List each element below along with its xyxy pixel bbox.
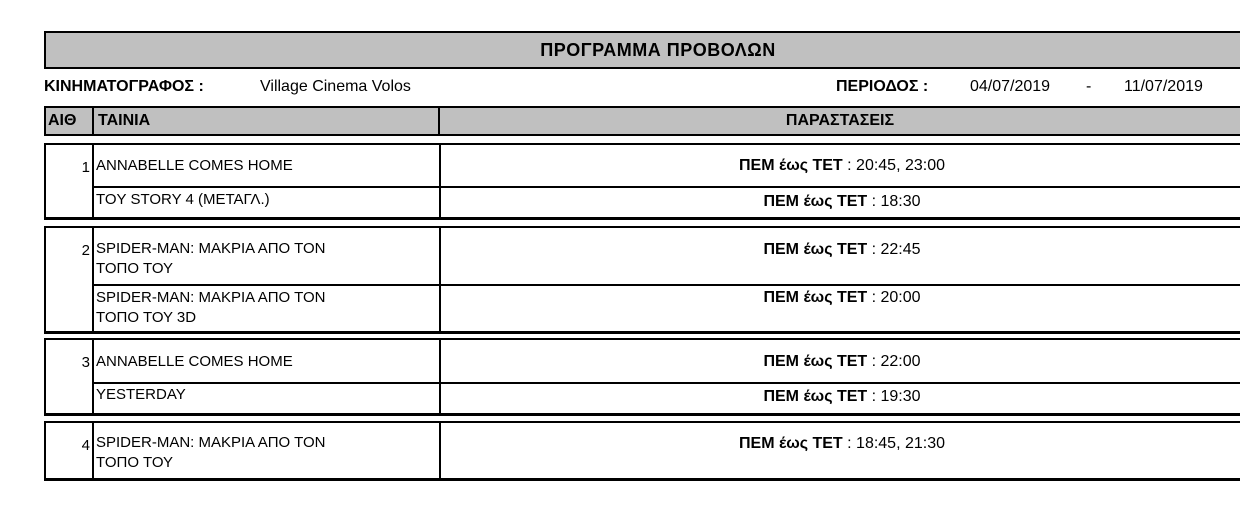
movie-title: SPIDER-MAN: ΜΑΚΡΙΑ ΑΠΟ ΤΟΝ ΤΟΠΟ ΤΟΥ (96, 240, 326, 277)
showtimes (442, 157, 1240, 175)
header-divider (92, 108, 94, 134)
movie-title: YESTERDAY (96, 386, 186, 403)
column-divider (439, 340, 441, 413)
column-divider (92, 340, 94, 413)
info-row (44, 78, 1240, 100)
show-times: : 18:30 (867, 193, 921, 210)
period-separator: - (1086, 78, 1092, 95)
hall-group-3 (44, 338, 1240, 416)
column-divider (92, 228, 94, 331)
hall-group-4 (44, 421, 1240, 481)
showtimes (442, 388, 1240, 406)
show-days: ΠΕΜ έως ΤΕΤ (763, 241, 868, 258)
showtimes (442, 193, 1240, 211)
row-divider (92, 382, 1240, 384)
show-days: ΠΕΜ έως ΤΕΤ (763, 193, 868, 210)
showtimes (442, 353, 1240, 371)
show-days: ΠΕΜ έως ΤΕΤ (763, 289, 868, 306)
hall-number: 1 (81, 159, 90, 176)
row-divider (92, 284, 1240, 286)
header-movie: ΤΑΙΝΙΑ (98, 112, 151, 129)
movie-title: TOY STORY 4 (ΜΕΤΑΓΛ.) (96, 191, 270, 208)
column-divider (439, 145, 441, 217)
showtimes (442, 435, 1240, 453)
period-from: 04/07/2019 (970, 78, 1051, 95)
movie-title: SPIDER-MAN: ΜΑΚΡΙΑ ΑΠΟ ΤΟΝ ΤΟΠΟ ΤΟΥ 3D (96, 289, 326, 326)
column-divider (92, 423, 94, 478)
column-divider (439, 423, 441, 478)
header-hall: ΑΙΘ (48, 112, 77, 129)
show-days: ΠΕΜ έως ΤΕΤ (763, 353, 868, 370)
column-divider (92, 145, 94, 217)
page-title: ΠΡΟΓΡΑΜΜΑ ΠΡΟΒΟΛΩΝ (540, 39, 776, 60)
showtimes (442, 289, 1240, 307)
column-divider (439, 228, 441, 331)
movie-title: ANNABELLE COMES HOME (96, 353, 293, 370)
hall-number: 4 (81, 437, 90, 454)
hall-group-2 (44, 226, 1240, 334)
hall-number: 2 (81, 242, 90, 259)
movie-title: ANNABELLE COMES HOME (96, 157, 293, 174)
schedule-title-bar (44, 31, 1240, 69)
header-shows: ΠΑΡΑΣΤΑΣΕΙΣ (785, 112, 895, 129)
row-divider (92, 186, 1240, 188)
period-to: 11/07/2019 (1124, 78, 1203, 95)
show-times: : 19:30 (867, 388, 921, 405)
cinema-value: Village Cinema Volos (260, 78, 411, 95)
show-times: : 20:00 (867, 289, 921, 306)
show-days: ΠΕΜ έως ΤΕΤ (738, 435, 843, 452)
show-times: : 22:45 (867, 241, 921, 258)
show-days: ΠΕΜ έως ΤΕΤ (763, 388, 868, 405)
hall-number: 3 (81, 354, 90, 371)
cinema-label: ΚΙΝΗΜΑΤΟΓΡΑΦΟΣ : (44, 78, 204, 95)
showtimes (442, 241, 1240, 259)
period-label: ΠΕΡΙΟΔΟΣ : (836, 78, 929, 95)
table-header (44, 106, 1240, 136)
show-days: ΠΕΜ έως ΤΕΤ (738, 157, 843, 174)
show-times: : 20:45, 23:00 (842, 157, 946, 174)
movie-title: SPIDER-MAN: ΜΑΚΡΙΑ ΑΠΟ ΤΟΝ ΤΟΠΟ ΤΟΥ (96, 434, 326, 471)
show-times: : 18:45, 21:30 (842, 435, 946, 452)
hall-group-1 (44, 143, 1240, 220)
show-times: : 22:00 (867, 353, 921, 370)
